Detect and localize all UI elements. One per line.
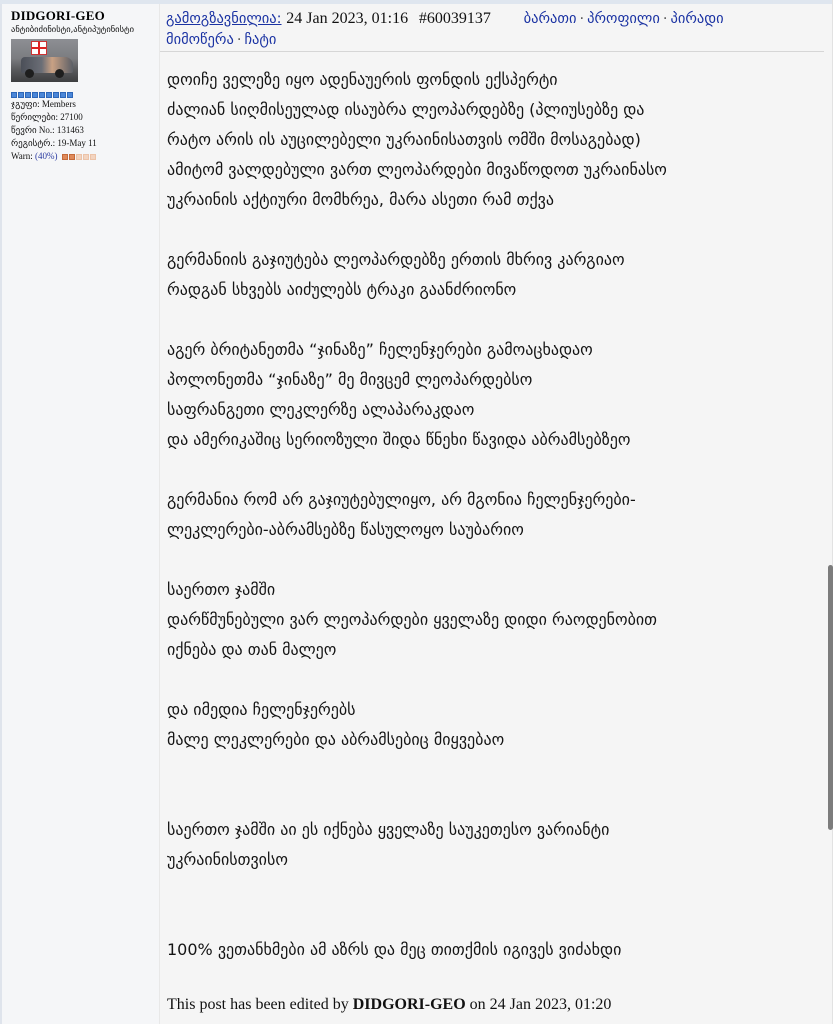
member-no-value: 131463: [56, 125, 84, 135]
author-title: ანტიბიძინისტი,ანტიპუტინისტი: [11, 25, 134, 35]
body-line: და იმედია ჩელენჯერებს: [167, 700, 356, 719]
vertical-scrollbar[interactable]: [828, 565, 833, 830]
card-link[interactable]: ბარათი: [523, 11, 577, 27]
body-line: გერმანია რომ არ გაჯიუტებულიყო, არ მგონია ჩელენჯერები-: [167, 490, 636, 509]
body-line: ამიტომ ვალდებული ვართ ლეოპარდები მივაწოდოთ უკრაინასო: [167, 160, 667, 179]
warn-box-icon: [69, 154, 75, 160]
page-right-margin: [832, 0, 840, 1024]
body-line: საერთო ჯამში: [167, 580, 276, 599]
blank-line: [167, 305, 832, 335]
body-line: ლეკლერები-აბრამსებზე წასულოყო საუბარიო: [167, 520, 524, 539]
post-header: [160, 4, 824, 52]
body-line: პოლონეთმა “ჯინაზე” მე მივცემ ლეოპარდებსო: [167, 370, 533, 389]
edit-note-prefix: This post has been edited by: [167, 996, 349, 1013]
avatar: [11, 39, 78, 82]
blank-line: [167, 905, 832, 935]
body-line: გერმანიის გაჯიუტება ლეოპარდებზე ერთის მხრივ კარგიაო: [167, 250, 625, 269]
blank-line: [167, 455, 832, 485]
warn-box-icon: [76, 154, 82, 160]
post-links: [524, 11, 724, 27]
author-group: [11, 98, 159, 111]
body-line: იქნება და თან მალეო: [167, 640, 337, 659]
body-line: საერთო ჯამში აი ეს იქნება ყველაზე საუკეთესო ვარიანტი: [167, 820, 610, 839]
registered-value: 19-May 11: [57, 138, 97, 148]
body-line: საფრანგეთი ლეკლერზე ალაპარაკდაო: [167, 400, 475, 419]
blank-line: [167, 215, 832, 245]
post-header-line-1: [166, 8, 824, 30]
body-line: მალე ლეკლერები და აბრამსებიც მიყვებაო: [167, 730, 505, 749]
post-header-line-2: [166, 30, 824, 51]
post-content: [160, 4, 832, 1024]
forum-post: [0, 4, 832, 1024]
posts-value: 27100: [60, 112, 83, 122]
separator: ·: [236, 32, 242, 48]
body-line: დოიჩე ველეზე იყო ადენაუერის ფონდის ექსპერტი: [167, 70, 558, 89]
post-body: [160, 52, 832, 965]
private-message-link[interactable]: პირადი: [670, 11, 724, 27]
body-line: და ამერიკაშიც სერიოზული შიდა წნეხი წავიდა აბრამსებზეო: [167, 430, 631, 449]
body-line: დარწმუნებული ვარ ლეოპარდები ყველაზე დიდი რაოდენობით: [167, 610, 657, 629]
post-id[interactable]: #60039137: [418, 10, 491, 27]
member-no-label: წევრი No.:: [11, 125, 55, 135]
blank-line: [167, 875, 832, 905]
blank-line: [167, 785, 832, 815]
author-name[interactable]: DIDGORI-GEO: [11, 8, 105, 23]
author-registered: [11, 137, 159, 150]
warn-box-icon: [83, 154, 89, 160]
wheel: [25, 69, 34, 78]
author-member-no: [11, 124, 159, 137]
posts-label: წერილები:: [11, 112, 59, 122]
post-date: 24 Jan 2023, 01:16: [286, 10, 409, 27]
warn-percent[interactable]: (40%): [35, 151, 58, 161]
body-line: უკრაინის აქტიური მომხრეა, მარა ასეთი რამ თქვა: [167, 190, 554, 209]
body-line: 100% ვეთანხმები ამ აზრს და მეც თითქმის იგივეს ვიძახდი: [167, 940, 622, 959]
separator: ·: [662, 11, 668, 27]
chat-link[interactable]: ჩატი: [244, 32, 277, 48]
private-message-link-cont[interactable]: მიმოწერა: [166, 32, 234, 48]
warn-box-icon: [90, 154, 96, 160]
flag-icon: [31, 41, 47, 55]
warn-box-icon: [62, 154, 68, 160]
body-line: ძალიან სიღმისეულად ისაუბრა ლეოპარდებზე (პლიუსებზე და: [167, 100, 645, 119]
blank-line: [167, 665, 832, 695]
blank-line: [167, 545, 832, 575]
body-line: რატო არის ის აუცილებელი უკრაინისათვის ომში მოსაგებად): [167, 130, 641, 149]
group-label: ჯგუფი:: [11, 99, 40, 109]
body-line: უკრაინისთვისო: [167, 850, 288, 869]
body-line: აგერ ბრიტანეთმა “ჯინაზე” ჩელენჯერები გამოაცხადაო: [167, 340, 593, 359]
edit-note-editor: DIDGORI-GEO: [352, 996, 466, 1013]
posted-link[interactable]: გამოგზავნილია:: [166, 11, 282, 27]
group-value: Members: [41, 99, 76, 109]
profile-link[interactable]: პროფილი: [587, 11, 660, 27]
warn-level-bar: [62, 154, 96, 160]
blank-line: [167, 755, 832, 785]
author-warn: [11, 150, 159, 163]
edit-note-suffix: on 24 Jan 2023, 01:20: [469, 996, 612, 1013]
wheel: [55, 69, 64, 78]
separator: ·: [579, 11, 585, 27]
registered-label: რეგისტრ.:: [11, 138, 56, 148]
author-posts: [11, 111, 159, 124]
warn-label: Warn:: [11, 151, 33, 161]
author-panel: [0, 4, 160, 1024]
body-line: რადგან სხვებს აიძულებს ტრაკი გაანძრიონო: [167, 280, 517, 299]
edit-note: [167, 996, 611, 1014]
